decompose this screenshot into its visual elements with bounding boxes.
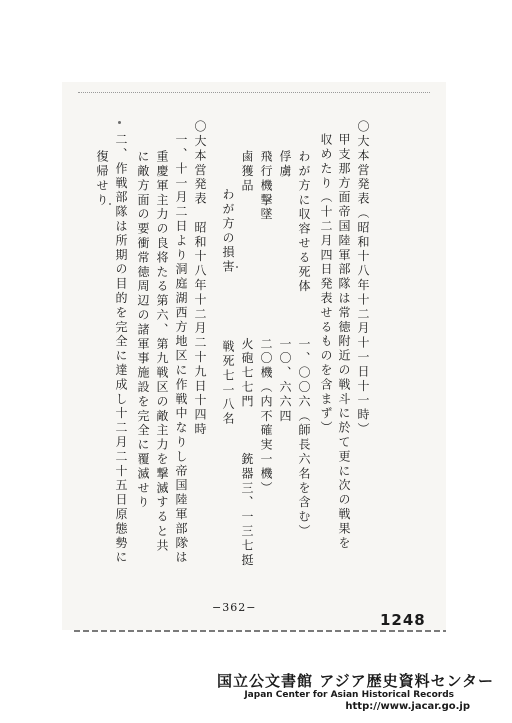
text-column: わが方の損害 — [221, 188, 235, 275]
text-column: 〇大本営発表（昭和十八年十二月十一日十一時） — [356, 120, 370, 437]
bottom-rule — [74, 630, 446, 632]
text-column: 鹵獲品 火砲七七門 銃器三、一三七挺 — [240, 150, 254, 568]
text-column: 甲支那方面帝国陸軍部隊は常徳附近の戦斗に於て更に次の戦果を — [337, 133, 351, 551]
text-column: 復帰せり — [95, 150, 109, 208]
text-column: 二、作戦部隊は所期の目的を完全に達成し十二月二十五日原態勢に — [114, 133, 128, 565]
archive-name-jp: 国立公文書館 アジア歴史資料センター — [216, 672, 494, 690]
archive-watermark — [194, 672, 494, 713]
scan-speck — [236, 266, 238, 268]
text-column: 飛行機撃墜 二〇機（内不確実一機） — [259, 150, 273, 496]
page-number: −362− — [212, 601, 257, 614]
text-column: 重慶軍主力の良将たる第六、第九戦区の敵主力を撃滅すると共 — [155, 150, 169, 554]
reference-number: 1248 — [380, 611, 426, 629]
scan-speck — [118, 121, 121, 124]
text-column: に敵方面の要衝常徳周辺の諸軍事施設を完全に覆滅せり — [136, 150, 150, 510]
text-column: 一、十一月二日より洞庭湖西方地区に作戦中なりし帝国陸軍部隊は — [174, 133, 188, 565]
archive-url: http://www.jacar.go.jp — [345, 701, 470, 712]
scan-speck — [109, 203, 111, 205]
text-column: 俘虜 一〇、六六四 — [278, 150, 292, 424]
text-column: わが方に収容せる死体 一、〇〇六（師長六名を含む） — [297, 150, 311, 539]
top-rule — [78, 92, 430, 93]
text-column: 収めたり（十二月四日発表せるものを含まず） — [319, 133, 333, 436]
text-column: 〇大本営発表 昭和十八年十二月二十九日十四時 — [193, 120, 207, 437]
text-column: 戦死七一八名 — [221, 340, 235, 427]
archive-name-en: Japan Center for Asian Historical Records — [244, 690, 454, 700]
